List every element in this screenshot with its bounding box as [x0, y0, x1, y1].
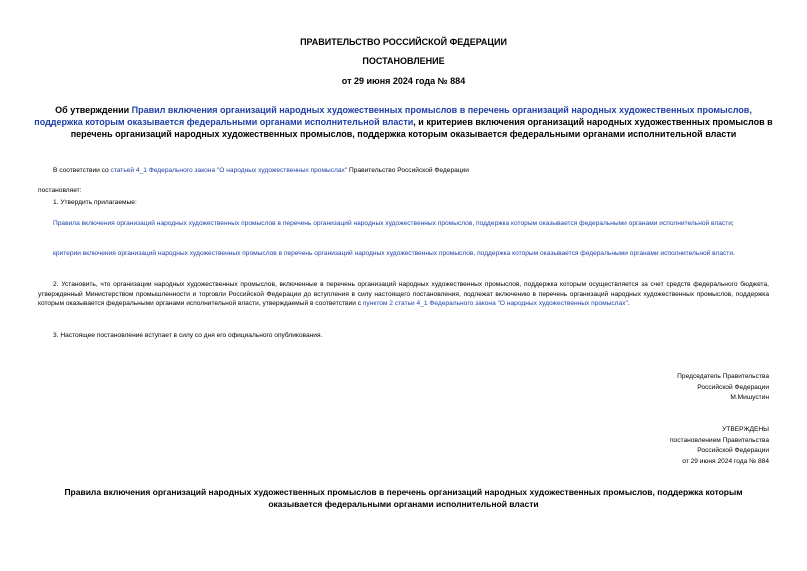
item-1-text: 1. Утвердить прилагаемые: — [53, 199, 137, 206]
signature-block — [569, 372, 769, 404]
preamble-paragraph — [38, 166, 769, 176]
preamble-prefix: В соответствии со — [53, 167, 111, 174]
document-date-number: от 29 июня 2024 года № 884 — [341, 76, 466, 86]
criteria-link[interactable]: критерии включения организаций народных художественных промыслов в перечень организаций народных художественных промыслов, поддержка которым оказывается федеральными органами исполнительной власти — [53, 250, 734, 257]
document-type-heading: ПОСТАНОВЛЕНИЕ — [362, 56, 445, 66]
approval-by: постановлением Правительства — [669, 436, 769, 444]
government-heading: ПРАВИТЕЛЬСТВО РОССИЙСКОЙ ФЕДЕРАЦИИ — [300, 37, 507, 47]
title-suffix: , и критериев включения организаций народных художественных промыслов в перечень организаций народных художественных промыслов, поддержка которым оказывается федеральными органами исполнительной власти — [70, 117, 773, 139]
item-2-prefix: 2. Установить, что организации народных художественных промыслов, включенные в перечень организаций народных художественных промыслов, поддержка которым осуществляется за счет средств федерального бюджета, утвержденный Министерством промышленности и торговли Российской Федерации до вступления в силу настоящего постановления, подлежат включению в перечень организаций народных художественных промыслов, поддержка которым оказывается федеральными органами исполнительной власти, утверждаемый в соответствии с — [38, 281, 769, 307]
approval-date: от 29 июня 2024 года № 884 — [682, 457, 769, 465]
approval-block — [569, 425, 769, 467]
law-clause-link[interactable]: пунктом 2 статьи 4_1 Федерального закона "О народных художественных промыслах" — [362, 300, 628, 307]
approval-country: Российской Федерации — [697, 447, 769, 454]
signature-country: Российской Федерации — [697, 383, 769, 391]
resolves-text: постановляет: — [38, 187, 82, 194]
item-3-text: 3. Настоящее постановление вступает в силу со дня его официального опубликования. — [53, 332, 323, 339]
document-title — [30, 104, 777, 140]
rules-link[interactable]: Правила включения организаций народных художественных промыслов в перечень организаций народных художественных промыслов, поддержка которым оказывается федеральными органами исполнительной власти — [53, 220, 732, 227]
criteria-suffix: . — [733, 250, 735, 257]
title-rules-link[interactable]: Правил включения организаций народных художественных промыслов в перечень организаций народных художественных промыслов, поддержка которым оказывается федеральными органами исполнительной власти — [34, 105, 752, 127]
approval-label: УТВЕРЖДЕНЫ — [722, 426, 769, 433]
law-article-link[interactable]: статьей 4_1 Федерального закона "О народных художественных промыслах" — [110, 167, 348, 174]
signature-name: М.Мишустин — [730, 394, 769, 401]
item-2-suffix: . — [627, 300, 630, 307]
rules-paragraph — [38, 219, 769, 229]
title-prefix: Об утверждении — [55, 105, 132, 115]
criteria-paragraph — [38, 249, 769, 259]
signature-title: Председатель Правительства — [677, 373, 769, 380]
item-2-paragraph — [38, 280, 769, 309]
rules-suffix: ; — [731, 220, 734, 227]
annex-title: Правила включения организаций народных художественных промыслов в перечень организаций народных художественных промыслов, поддержка которым оказывается федеральными органами исполнительной власти — [64, 487, 743, 509]
preamble-suffix: Правительство Российской Федерации — [347, 167, 469, 174]
